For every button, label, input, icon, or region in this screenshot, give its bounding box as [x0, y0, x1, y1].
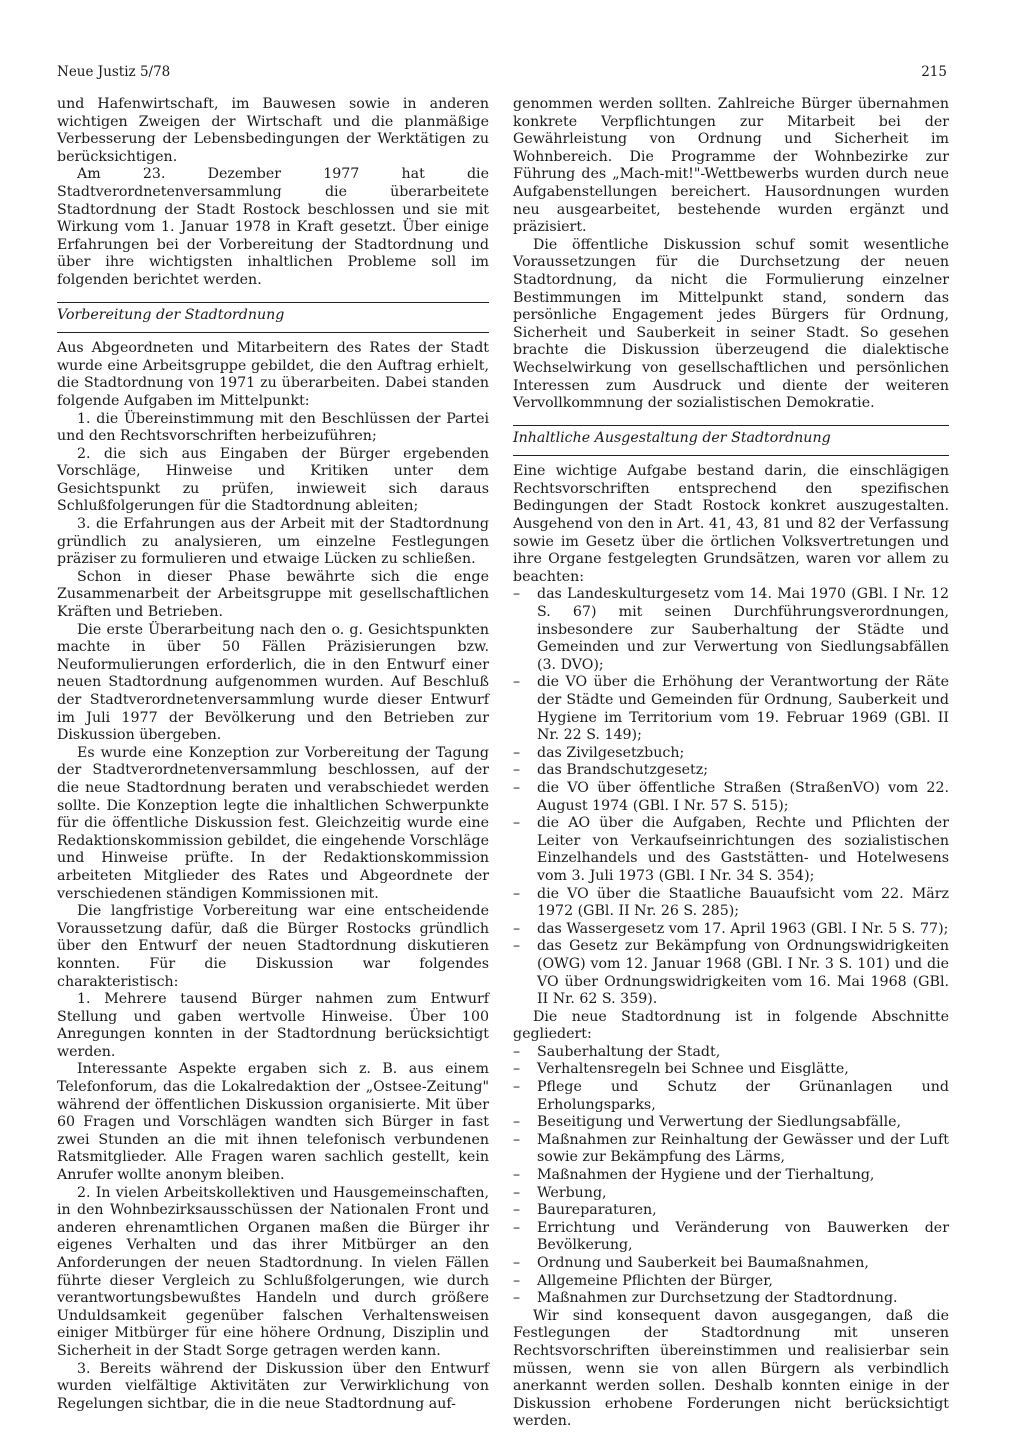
list-item: – das Brandschutzgesetz; — [513, 762, 709, 779]
list-item: – Ordnung und Sauberkeit bei Baumaßnahmen, — [513, 1255, 869, 1271]
paragraph: Die erste Überarbeitung nach den o. g. Gesichtspunkten machte in über 50 Fällen Präzisierungen bzw. Neuformulierungen erforderlich, die in den Entwurf einer neuen Stadtordnung aufgenommen wurden. Auf Beschluß der Stadtverordnetenversammlung wurde dieser Entwurf im Juli 1977 der Bevölkerung und den Betrieben zur Diskussion übergeben. — [57, 621, 489, 744]
sections-list — [513, 1044, 949, 1308]
paragraph: 1. die Übereinstimmung mit den Beschlüssen der Partei und den Rechtsvorschriften herbeizuführen; — [57, 410, 489, 445]
dash-marker: – — [513, 1131, 521, 1148]
paragraph: Die langfristige Vorbereitung war eine entscheidende Voraussetzung dafür, daß die Bürger Rostocks gründlich über den Entwurf der neuen Stadtordnung diskutieren konnten. Für die Diskussion war folgendes charakteristisch: — [57, 903, 489, 990]
dash-marker: – — [513, 815, 521, 832]
list-item: – die VO über die Staatliche Bauaufsicht vom 22. März 1972 (GBl. II Nr. 26 S. 285); — [513, 885, 949, 920]
dash-marker: – — [513, 938, 521, 955]
dash-marker: – — [513, 1114, 521, 1131]
dash-marker: – — [513, 1079, 521, 1096]
dash-marker: – — [513, 762, 521, 779]
paragraph: Die öffentliche Diskussion schuf somit wesentliche Voraussetzungen für die Durchsetzung der neuen Stadtordnung, da nicht die Formulierung einzelner Bestimmungen im Mittelpunkt stand, sondern das persönliche Engagement jedes Bürgers für Ordnung, Sicherheit und Sauberkeit in seiner Stadt. So gesehen brachte die Diskussion überzeugend die dialektische Wechselwirkung von gesellschaftlichen und persönlichen Interessen zum Ausdruck und diente der weiteren Vervollkommnung der sozialistischen Demokratie. — [513, 236, 949, 412]
laws-list — [513, 586, 949, 1008]
section-rule-bottom — [57, 332, 489, 333]
dash-marker: – — [513, 1043, 521, 1060]
paragraph: Es wurde eine Konzeption zur Vorbereitung der Tagung der Stadtverordnetenversammlung beschlossen, auf der die neue Stadtordnung beraten und verabschiedet werden sollte. Die Konzeption legte die inhaltlichen Schwerpunkte für die öffentliche Diskussion fest. Gleichzeitig wurde eine Redaktionskommission gebildet, die eingehende Vorschläge und Hinweise prüfte. In der Redaktionskommission arbeiteten Mitglieder des Rates und Abgeordnete der verschiedenen ständigen Kommissionen mit. — [57, 744, 489, 902]
paragraph: genommen werden sollten. Zahlreiche Bürger übernahmen konkrete Verpflichtungen zur Mitarbeit bei der Gewährleistung von Ordnung und Sicherheit im Wohnbereich. Die Programme der Wohnbezirke zur Führung des „Mach-mit!"-Wettbewerbs wurden durch neue Aufgabenstellungen bereichert. Hausordnungen wurden neu ausgearbeitet, bestehende wurden ergänzt und präzisiert. — [513, 96, 949, 236]
list-item: – Verhaltensregeln bei Schnee und Eisglätte, — [513, 1061, 849, 1078]
list-item: – Allgemeine Pflichten der Bürger, — [513, 1272, 773, 1289]
dash-marker: – — [513, 1219, 521, 1236]
list-item: – die VO über die Erhöhung der Verantwortung der Räte der Städte und Gemeinden für Ordnung, Sauberkeit und Hygiene im Territorium vom 19. Februar 1969 (GBl. II Nr. 22 S. 149); — [513, 674, 949, 744]
list-item: – das Wassergesetz vom 17. April 1963 (GBl. I Nr. 5 S. 77); — [513, 920, 949, 937]
paragraph: 2. die sich aus Eingaben der Bürger ergebenden Vorschläge, Hinweise und Kritiken unter dem Gesichtspunkt zu prüfen, inwieweit sich daraus Schlußfolgerungen für die Stadtordnung ableiten; — [57, 445, 489, 515]
page-number: 215 — [921, 64, 947, 80]
list-item: – Errichtung und Veränderung von Bauwerken der Bevölkerung, — [513, 1219, 949, 1254]
list-item: – Maßnahmen zur Reinhaltung der Gewässer und der Luft sowie zur Bekämpfung des Lärms, — [513, 1131, 949, 1166]
list-item: – Beseitigung und Verwertung der Siedlungsabfälle, — [513, 1114, 902, 1131]
paragraph: Aus Abgeordneten und Mitarbeitern des Rates der Stadt wurde eine Arbeitsgruppe gebildet, die den Auftrag erhielt, die Stadtordnung von 1971 zu überarbeiten. Dabei standen folgende Aufgaben im Mittelpunkt: — [57, 340, 489, 409]
paragraph: 3. Bereits während der Diskussion über den Entwurf wurden vielfältige Aktivitäten zur Verwirklichung von Regelungen sichtbar, die in die neue Stadtordnung auf- — [57, 1360, 489, 1412]
dash-marker: – — [513, 885, 521, 902]
paragraph: Wir sind konsequent davon ausgegangen, daß die Festlegungen der Stadtordnung mit unseren Rechtsvorschriften übereinstimmen und realisierbar sein müssen, wenn sie von allen Bürgern als verbindlich anerkannt werden sollen. Deshalb konnten einige in der Diskussion erhobene Forderungen nicht berücksichtigt werden. — [513, 1307, 949, 1430]
list-item: – die VO über öffentliche Straßen (StraßenVO) vom 22. August 1974 (GBl. I Nr. 57 S. 515); — [513, 779, 949, 814]
dash-marker: – — [513, 1202, 521, 1219]
list-item: – Maßnahmen der Hygiene und der Tierhaltung, — [513, 1167, 875, 1184]
dash-marker: – — [513, 1290, 521, 1307]
list-item: – Baureparaturen, — [513, 1202, 657, 1219]
list-item: – Maßnahmen zur Durchsetzung der Stadtordnung. — [513, 1290, 898, 1307]
paragraph: Die neue Stadtordnung ist in folgende Abschnitte gegliedert: — [513, 1008, 949, 1043]
dash-marker: – — [513, 920, 521, 937]
section-heading: Inhaltliche Ausgestaltung der Stadtordnung — [513, 429, 831, 446]
paragraph: Schon in dieser Phase bewährte sich die enge Zusammenarbeit der Arbeitsgruppe mit gesellschaftlichen Kräften und Betrieben. — [57, 568, 489, 621]
section-rule-bottom — [513, 455, 949, 456]
right-column — [513, 96, 949, 1431]
list-item: – das Gesetz zur Bekämpfung von Ordnungswidrigkeiten (OWG) vom 12. Januar 1968 (GBl. I Nr. 3 S. 101) und die VO über Ordnungswidrigkeiten vom 16. Mai 1968 (GBl. II Nr. 62 S. 359). — [513, 938, 949, 1008]
dash-marker: – — [513, 779, 521, 796]
list-item: – Pflege und Schutz der Grünanlagen und Erholungsparks, — [513, 1079, 949, 1113]
paragraph: Interessante Aspekte ergaben sich z. B. aus einem Telefonforum, das die Lokalredaktion der „Ostsee-Zeitung" während der öffentlichen Diskussion organisierte. Mit über 60 Fragen und Vorschlägen wandten sich Bürger in fast zwei Stunden an die mit ihnen telefonisch verbundenen Ratsmitglieder. Alle Fragen waren sachlich gestellt, kein Anrufer wollte anonym bleiben. — [57, 1061, 489, 1184]
dash-marker: – — [513, 1061, 521, 1078]
dash-marker: – — [513, 1272, 521, 1289]
dash-marker: – — [513, 1167, 521, 1184]
list-item: – die AO über die Aufgaben, Rechte und Pflichten der Leiter von Verkaufseinrichtungen des sozialistischen Einzelhandels und des Gaststätten- und Hotelwesens vom 3. Juli 1973 (GBl. I Nr. 34 S. 354); — [513, 815, 949, 884]
paragraph: und Hafenwirtschaft, im Bauwesen sowie in anderen wichtigen Zweigen der Wirtschaft und die planmäßige Verbesserung der Lebensbedingungen der Werktätigen zu berücksichtigen. — [57, 96, 489, 165]
paragraph: Eine wichtige Aufgabe bestand darin, die einschlägigen Rechtsvorschriften entsprechend den spezifischen Bedingungen der Stadt Rostock konkret auszugestalten. Ausgehend von den in Art. 41, 43, 81 und 82 der Verfassung sowie im Gesetz über die örtlichen Volksvertretungen und ihre Organe festgelegten Grundsätzen, waren vor allem zu beachten: — [513, 463, 949, 585]
section-rule-top — [57, 302, 489, 303]
dash-marker: – — [513, 744, 521, 761]
left-column — [57, 96, 489, 1413]
dash-marker: – — [513, 1255, 521, 1271]
page-header — [57, 64, 947, 86]
list-item: – das Zivilgesetzbuch; — [513, 744, 685, 761]
section-rule-top — [513, 425, 949, 426]
dash-marker: – — [513, 674, 521, 691]
paragraph: 3. die Erfahrungen aus der Arbeit mit der Stadtordnung gründlich zu analysieren, um einzelne Festlegungen präziser zu formulieren und etwaige Lücken zu schließen. — [57, 516, 489, 568]
paragraph: 2. In vielen Arbeitskollektiven und Hausgemeinschaften, in den Wohnbezirksausschüssen der Nationalen Front und anderen ehrenamtlichen Organen maßen die Bürger ihr eigenes Verhalten und das ihrer Mitbürger an den Anforderungen der neuen Stadtordnung. In vielen Fällen führte dieser Vergleich zu Schlußfolgerungen, wie durch verantwortungsbewußtes Handeln und durch größere Unduldsamkeit gegenüber falschen Verhaltensweisen einiger Mitbürger für eine höhere Ordnung, Disziplin und Sicherheit in der Stadt Sorge getragen werden kann. — [57, 1184, 489, 1359]
section-heading: Vorbereitung der Stadtordnung — [57, 306, 285, 323]
dash-marker: – — [513, 586, 521, 603]
paragraph: 1. Mehrere tausend Bürger nahmen zum Entwurf Stellung und gaben wertvolle Hinweise. Über 100 Anregungen konnten in der Stadtordnung berücksichtigt werden. — [57, 991, 489, 1060]
list-item: – Werbung, — [513, 1184, 607, 1201]
list-item: – Sauberhaltung der Stadt, — [513, 1043, 721, 1060]
list-item: – das Landeskulturgesetz vom 14. Mai 1970 (GBl. I Nr. 12 S. 67) mit seinen Durchführungsverordnungen, insbesondere zur Sauberhaltung der Städte und Gemeinden und zur Verwertung von Siedlungsabfällen (3. DVO); — [513, 586, 949, 673]
paragraph: Am 23. Dezember 1977 hat die Stadtverordnetenversammlung die überarbeitete Stadtordnung der Stadt Rostock beschlossen und sie mit Wirkung vom 1. Januar 1978 in Kraft gesetzt. Über einige Erfahrungen bei der Vorbereitung der Stadtordnung und über ihre wichtigsten inhaltlichen Probleme soll im folgenden berichtet werden. — [57, 166, 489, 288]
dash-marker: – — [513, 1184, 521, 1201]
journal-title: Neue Justiz 5/78 — [57, 64, 171, 80]
